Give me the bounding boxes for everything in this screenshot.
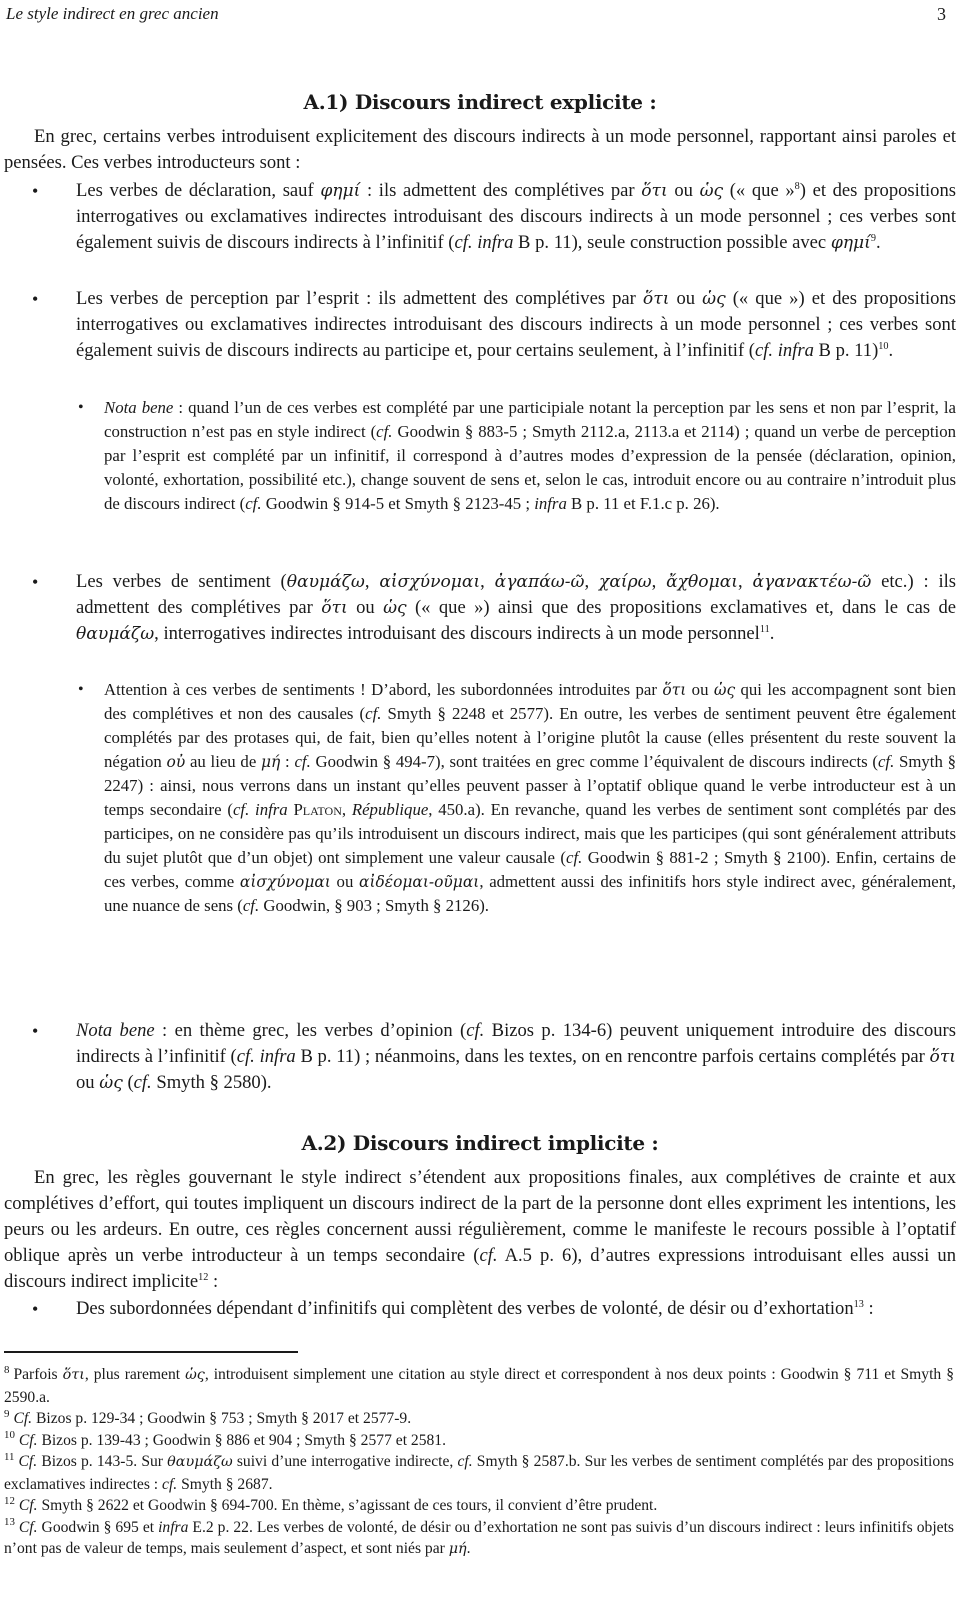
running-head-title: Le style indirect en grec ancien: [6, 4, 219, 23]
footnote-number: 11: [4, 1450, 15, 1463]
sub-bullet-text: Nota bene : quand l’un de ces verbes est complété par une participiale notant la perception par les sens et non par l’esprit, la construction n’est pas en style indirect (cf. Goodwin § 883-5 ; Smyth 2112.a, 2113.a et 2114) ; quand un verbe de perception par l’esprit est complété par un infinitif, il correspond à d’autres modes d’expression de la pensée (déclaration, opinion, volonté, exhortation, possibilité etc.), change souvent de sens et, selon le cas, introduit encore ou au contraire n’introduit plus de discours indirect (cf. Goodwin § 914-5 et Smyth § 2123-45 ; infra B p. 11 et F.1.c p. 26).: [104, 398, 956, 513]
section-heading-a1: A.1) Discours indirect explicite :: [303, 90, 657, 114]
footnote-text: Cf. Goodwin § 695 et infra E.2 p. 22. Les verbes de volonté, de désir ou d’exhortation ne sont pas suivis d’un discours indirect : leurs infinitifs objets n’ont pas de valeur de temps, mais seulement d’aspect, et sont niés par μή.: [4, 1518, 954, 1557]
footnote-number: 13: [4, 1516, 15, 1529]
page-number: 3: [937, 4, 946, 24]
bullet-dot: •: [32, 1299, 39, 1319]
bullet-text: Les verbes de sentiment (θαυμάζω, αἰσχύνομαι, ἀγαπάω-ῶ, χαίρω, ἄχθομαι, ἀγανακτέω-ῶ etc.) : ils admettent des complétives par ὅτι ou ὡς (« que ») ainsi que des propositions exclamatives et, dans le cas de θαυμάζω, interrogatives indirectes introduisant des discours indirects à un mode personnel$^{11}$.: [76, 571, 957, 644]
intro-paragraph-a2: [4, 1165, 956, 1295]
bullet-dot: •: [78, 399, 84, 416]
bullet-dot: •: [32, 1021, 39, 1041]
bullet-dot: •: [32, 181, 39, 201]
bullet-text: Nota bene : en thème grec, les verbes d’opinion (cf. Bizos p. 134-6) peuvent uniquement introduire des discours indirects à l’infinitif (cf. infra B p. 11) ; néanmoins, dans les textes, on en rencontre parfois certains complétés par ὅτι ou ὡς (cf. Smyth § 2580).: [76, 1020, 957, 1093]
bullet-dot: •: [32, 572, 39, 592]
bullet-dot: •: [32, 289, 39, 309]
footnote-separator: [4, 1351, 298, 1353]
footnote: [4, 1364, 954, 1408]
footnote-text: Cf. Bizos p. 143-5. Sur θαυμάζω suivi d’une interrogative indirecte, cf. Smyth § 2587.b. Sur les verbes de sentiment complétés par des propositions exclamatives indirectes : cf. Smyth § 2687.: [4, 1453, 954, 1493]
footnote-number: 8: [4, 1363, 10, 1376]
section-heading-a2: A.2) Discours indirect implicite :: [301, 1131, 659, 1155]
footnote: [4, 1495, 954, 1517]
footnotes: [4, 1364, 954, 1561]
sub-bullet-text: Attention à ces verbes de sentiments ! D’abord, les subordonnées introduites par ὅτι ou ὡς qui les accompagnent sont bien des complétives et non des causales (cf. Smyth § 2248 et 2577). En outre, les verbes de sentiment peuvent être également complétés par des protases qui, de fait, bien qu’elles notent à l’origine plutôt la cause (elles présentent du reste souvent la négation οὐ au lieu de μή : cf. Goodwin § 494-7), sont traitées en grec comme l’équivalent de discours indirects (cf. Smyth § 2247) : ainsi, nous verrons dans un instant qu’elles peuvent passer à l’optatif oblique quand le verbe introducteur est à un temps secondaire (cf. infra Platon, République, 450.a). En revanche, quand les verbes de sentiment sont complétés par des participes, on ne considère pas qu’ils introduisent un discours indirect, mais que les participes (qui sont généralement attributs du sujet plutôt que d’un objet) ont simplement une valeur causale (cf. Goodwin § 881-2 ; Smyth § 2100). Enfin, certains de ces verbes, comme αἰσχύνομαι ou αἰδέομαι-οῦμαι, admettent aussi des infinitifs hors style indirect avec, généralement, une nuance de sens (cf. Goodwin, § 903 ; Smyth § 2126).: [104, 680, 956, 915]
bullet-text: Les verbes de perception par l’esprit : ils admettent des complétives par ὅτι ou ὡς (« que ») et des propositions interrogatives ou exclamatives indirectes introduisant des discours indirects à un mode personnel ; ces verbes sont également suivis de discours indirects au participe et, pour certains seulement, à l’infinitif (cf. infra B p. 11)$^{10}$.: [76, 288, 956, 361]
footnote-number: 10: [4, 1429, 15, 1442]
intro-text-a1: En grec, certains verbes introduisent explicitement des discours indirects à un mode personnel, rapportant ainsi paroles et pensées. Ces verbes introducteurs sont :: [4, 126, 956, 173]
footnote-number: 9: [4, 1407, 10, 1420]
bullet-dot: •: [78, 681, 84, 698]
footnote: [4, 1408, 954, 1430]
running-head: [6, 4, 946, 28]
intro-text-a2: En grec, les règles gouvernant le style indirect s’étendent aux propositions finales, aux complétives de crainte et aux complétives d’effort, qui toutes impliquent un discours indirect de la part de la personne dont elles expriment les intentions, les peurs ou les ardeurs. En outre, ces règles concernent aussi régulièrement, comme le manifeste le recours possible à l’optatif oblique après un verbe introducteur à un temps secondaire (cf. A.5 p. 6), d’autres expressions introduisant elles aussi un discours indirect implicite$^{12}$ :: [4, 1167, 956, 1292]
footnote: [4, 1430, 954, 1452]
footnote: [4, 1517, 954, 1561]
footnote-text: Parfois ὅτι, plus rarement ὡς, introduisent simplement une citation au style direct et correspondent à nos deux points : Goodwin § 711 et Smyth § 2590.a.: [4, 1366, 954, 1406]
footnote-number: 12: [4, 1494, 15, 1507]
footnote-text: Cf. Bizos p. 129-34 ; Goodwin § 753 ; Smyth § 2017 et 2577-9.: [13, 1410, 412, 1427]
intro-paragraph-a1: [4, 124, 956, 176]
bullet-text: Des subordonnées dépendant d’infinitifs qui complètent des verbes de volonté, de désir ou d’exhortation$^{13}$ :: [76, 1298, 874, 1319]
footnote-text: Cf. Smyth § 2622 et Goodwin § 694-700. En thème, s’agissant de ces tours, il convient d’être prudent.: [18, 1497, 658, 1514]
footnote: [4, 1451, 954, 1495]
footnote-text: Cf. Bizos p. 139-43 ; Goodwin § 886 et 904 ; Smyth § 2577 et 2581.: [18, 1431, 447, 1449]
bullet-text: Les verbes de déclaration, sauf φημί : ils admettent des complétives par ὅτι ou ὡς (« que »$^8$) et des propositions interrogatives ou exclamatives indirectes introduisant des discours indirects à un mode personnel ; ces verbes sont également suivis de discours indirects à l’infinitif (cf. infra B p. 11), seule construction possible avec φημί$^9$.: [76, 180, 956, 253]
